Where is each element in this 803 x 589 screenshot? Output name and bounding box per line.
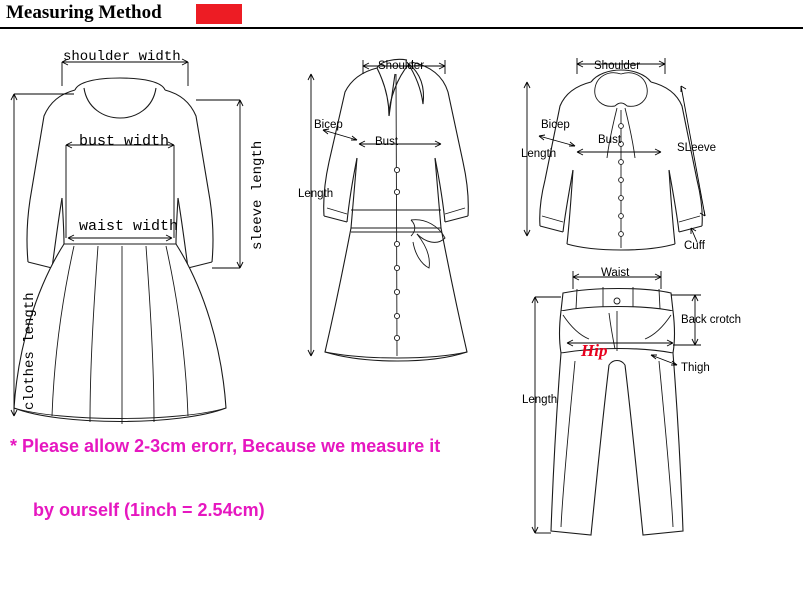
label-blouse-bicep: Bicep: [541, 119, 570, 131]
pants-diagram: [505, 255, 735, 565]
note-line-2: by ourself (1inch = 2.54cm): [33, 500, 265, 520]
header-red-badge: [196, 4, 242, 24]
label-dress-bust-width: bust width: [79, 133, 170, 150]
label-coat-length: Length: [298, 188, 334, 200]
note-line-1: * Please allow 2-3cm erorr, Because we measure it: [10, 436, 441, 456]
label-blouse-cuff: Cuff: [684, 240, 705, 252]
label-dress-shoulder-width: shoulder width: [63, 49, 181, 65]
label-pants-hip: Hip: [581, 341, 608, 360]
header-divider: [0, 27, 803, 29]
label-pants-thigh: Thigh: [681, 362, 710, 374]
label-blouse-bust: Bust: [598, 134, 622, 146]
label-dress-clothes-length: clothes length: [22, 292, 38, 410]
label-blouse-sleeve: SLeeve: [677, 142, 717, 154]
label-blouse-length: Length: [521, 148, 557, 160]
label-pants-back-crotch: Back crotch: [681, 314, 742, 326]
label-coat-shoulder: Shoulder: [378, 60, 425, 72]
label-blouse-shoulder: Shoulder: [594, 60, 641, 72]
label-dress-sleeve-length: sleeve length: [250, 140, 266, 250]
label-pants-waist: Waist: [601, 267, 630, 279]
label-pants-length: Length: [522, 394, 558, 406]
page-title: Measuring Method: [6, 2, 162, 23]
label-dress-waist-width: waist width: [79, 218, 179, 235]
label-coat-bust: Bust: [375, 136, 399, 148]
label-coat-bicep: Bicep: [314, 119, 343, 131]
coat-diagram: [285, 30, 510, 370]
